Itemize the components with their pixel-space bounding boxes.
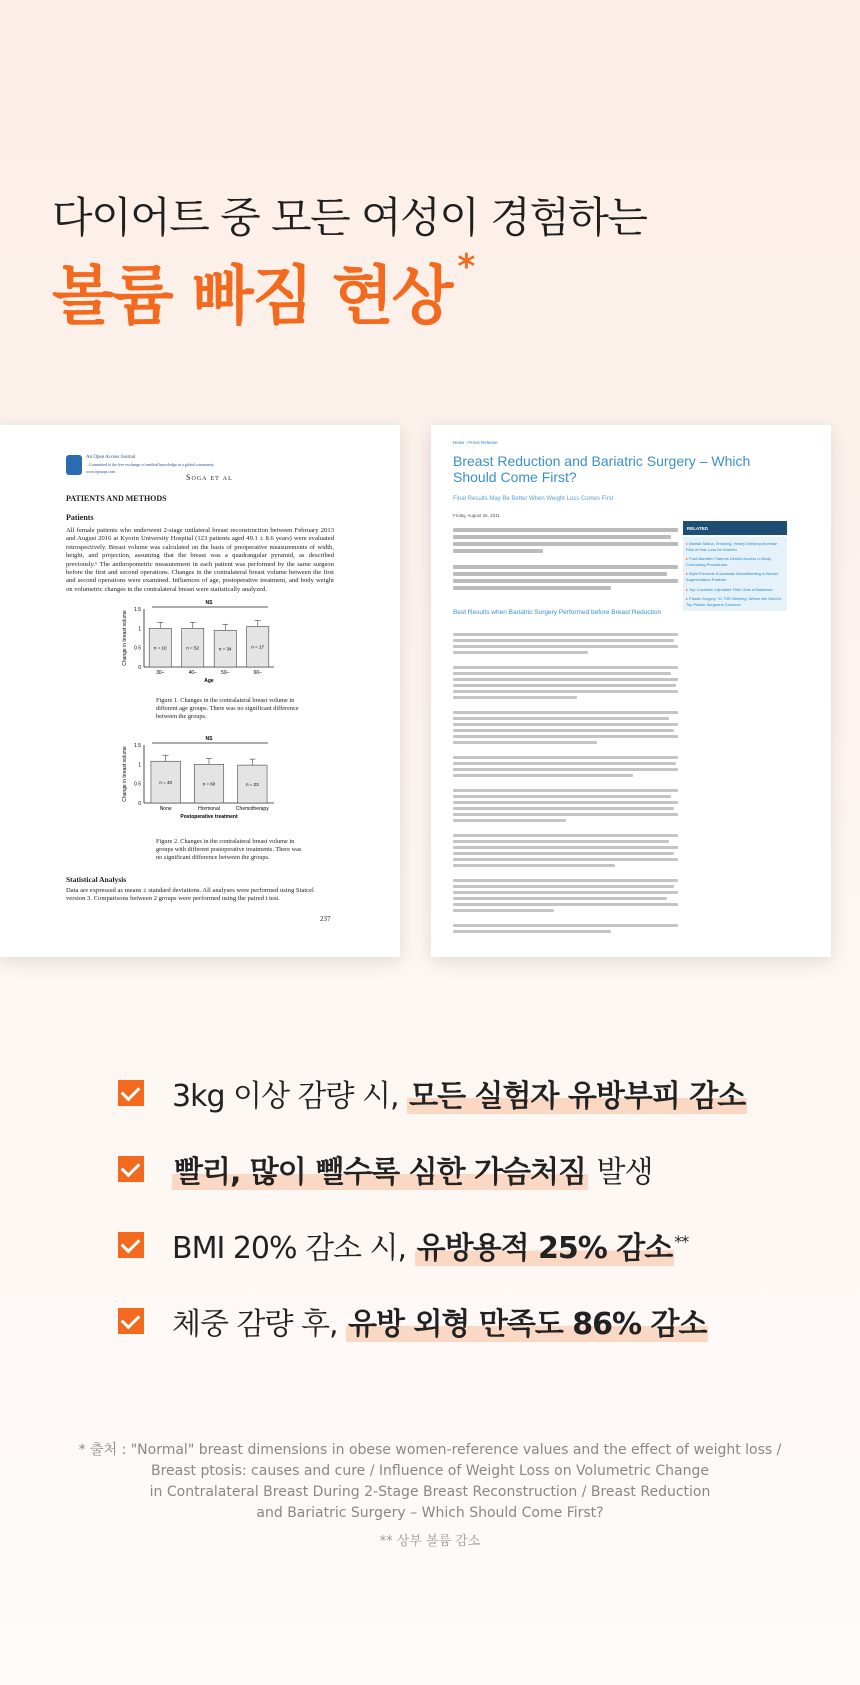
asterisk-mark: * xyxy=(457,247,474,287)
bar-data-label: n = 17 xyxy=(251,644,265,650)
age-bar-chart xyxy=(118,597,278,692)
bar-data-label: n = 60 xyxy=(202,781,216,787)
x-tick-label: Chemotherapy xyxy=(235,806,269,812)
journal-logo-icon xyxy=(66,455,82,475)
y-axis-label: Change in breast volume xyxy=(122,610,128,666)
check-icon xyxy=(118,1080,144,1106)
journal-site: www.epiaaps.com xyxy=(86,469,116,474)
article-subtitle: Final Results May Be Better When Weight Loss Comes First xyxy=(453,496,614,502)
article-text-body xyxy=(453,630,678,936)
y-tick-label: 1.5 xyxy=(134,743,141,749)
related-header: RELATED xyxy=(683,521,787,535)
y-tick-label: 0 xyxy=(138,665,141,671)
ns-annotation: NS xyxy=(205,600,213,606)
y-tick-label: 0 xyxy=(138,801,141,807)
section-heading: Best Results when Bariatric Surgery Performed before Breast Reduction xyxy=(453,609,662,616)
x-tick-label: Hormonal xyxy=(198,806,220,812)
check-icon xyxy=(118,1308,144,1334)
breadcrumb: News › Press Release xyxy=(453,440,498,445)
y-axis-label: Change in breast volume xyxy=(122,746,128,802)
check-icon xyxy=(118,1156,144,1182)
y-tick-label: 1 xyxy=(138,762,141,769)
y-tick-label: 1 xyxy=(138,626,141,633)
running-head: Soga et al xyxy=(186,473,233,482)
x-axis-label: Postoperative treatment xyxy=(180,814,238,820)
related-list xyxy=(683,537,787,611)
bar-data-label: n = 40 xyxy=(159,780,172,786)
related-item[interactable]: ▸ Plastic Surgery '11 THE Meeting: Where the World's Top Plastic Surgeons Convene xyxy=(686,596,782,607)
subsection-heading: Patients xyxy=(66,513,94,522)
y-tick-label: 0.5 xyxy=(134,645,141,652)
figure1-caption: Figure 1. Changes in the contralateral breast volume in different age groups. There was no significant difference between the groups. xyxy=(156,697,299,720)
bar-data-label: n = 10 xyxy=(153,645,167,651)
headline-line2: 볼륨 빠짐 현상 * xyxy=(52,247,474,334)
finding-item: 빨리, 많이 뺄수록 심한 가슴처짐 발생 xyxy=(118,1131,747,1207)
article-date: Friday, August 26, 2011 xyxy=(453,513,500,518)
x-tick-label: 50– xyxy=(221,670,230,676)
finding-item: 체중 감량 후, 유방 외형 만족도 86% 감소 xyxy=(118,1283,747,1359)
bar-data-label: n = 52 xyxy=(186,645,200,651)
source-footnote: * 출처 : "Normal" breast dimensions in obese women-reference values and the effect of weight loss / Breast ptosis: causes and cure / Influence of Weight Loss on Volumetric Change in Contralateral Breast During 2-Stage Breast Reconstruction / Breast Reduction and Bariatric Surgery – Which Should Come First? xyxy=(78,1442,782,1521)
x-tick-label: 60– xyxy=(253,670,262,676)
section-heading: PATIENTS AND METHODS xyxy=(66,494,167,503)
journal-article-image xyxy=(0,425,400,957)
article-title: Breast Reduction and Bariatric Surgery – Which Should Come First? xyxy=(453,453,751,485)
x-axis-label: Age xyxy=(204,678,214,684)
headline-line1: 다이어트 중 모든 여성이 경험하는 xyxy=(52,193,647,242)
related-item[interactable]: ▸ Marital Status, Smoking, Heavy Drinking Increase Risk of Hair Loss for Women xyxy=(686,541,778,552)
journal-name: An Open Access Journal xyxy=(86,455,136,460)
finding-item: BMI 20% 감소 시, 유방용적 25% 감소 ** xyxy=(118,1207,747,1283)
journal-subtitle: ...Committed to the free exchange of medical knowledge in a global community xyxy=(86,462,214,467)
press-release-image xyxy=(431,425,831,957)
finding-item: 3kg 이상 감량 시, 모든 실험자 유방부피 감소 xyxy=(118,1055,747,1131)
figure2-caption: Figure 2. Changes in the contralateral breast volume in groups with different postoperative treatments. There was no significant difference between the groups. xyxy=(156,838,302,861)
volume-footnote: ** 상부 볼륨 감소 xyxy=(379,1534,481,1549)
stat-paragraph: Data are expressed as means ± standard deviations. All analyses were performed using Statcel version 3. Comparisons between 2 groups were performed using the paired t test. xyxy=(66,887,314,903)
ns-annotation: NS xyxy=(205,736,213,742)
related-item[interactable]: ▸ Top Cosmetic Injectable Filler Gets a Makeover xyxy=(686,586,773,592)
body-paragraph: All female patients who underwent 2-stage unilateral breast reconstruction between February 2013 and August 2016 at Kyorin University Hospital (123 patients aged 49.1 ± 8.6 years) were evaluated retrospectively. Breast volume was calculated on the basis of preoperative measurements of width, height, and projection, assuming that the breast was a quadrangular pyramid, as described previously.⁶ The anthropometric measurement in each patient was performed by the same surgeon before the first and second operations. Changes in the contralateral breast volume between the first and second operations were examined. Influences of age, postoperative treatment, and body weight on volumetric changes in the contralateral breast were statistically analyzed. xyxy=(66,527,334,593)
check-icon xyxy=(118,1232,144,1258)
bar-data-label: n = 34 xyxy=(218,646,232,652)
x-tick-label: 30– xyxy=(156,670,165,676)
article-text-block1 xyxy=(453,525,678,593)
y-tick-label: 1.5 xyxy=(134,607,141,613)
page-number: 237 xyxy=(320,915,331,923)
x-tick-label: 40– xyxy=(188,670,197,676)
related-item[interactable]: ▸ Myth Prevents Successful Breastfeeding in Breast Augmentation Patients xyxy=(686,571,778,582)
bar-data-label: n = 23 xyxy=(246,782,259,788)
key-findings-list xyxy=(118,1055,747,1359)
y-tick-label: 0.5 xyxy=(134,781,141,788)
stat-heading: Statistical Analysis xyxy=(66,875,127,884)
related-item[interactable]: ▸ Post-Bariatric Patients Denied Access to Body Contouring Procedures xyxy=(686,556,771,567)
treatment-bar-chart xyxy=(118,733,278,828)
x-tick-label: None xyxy=(159,806,172,812)
